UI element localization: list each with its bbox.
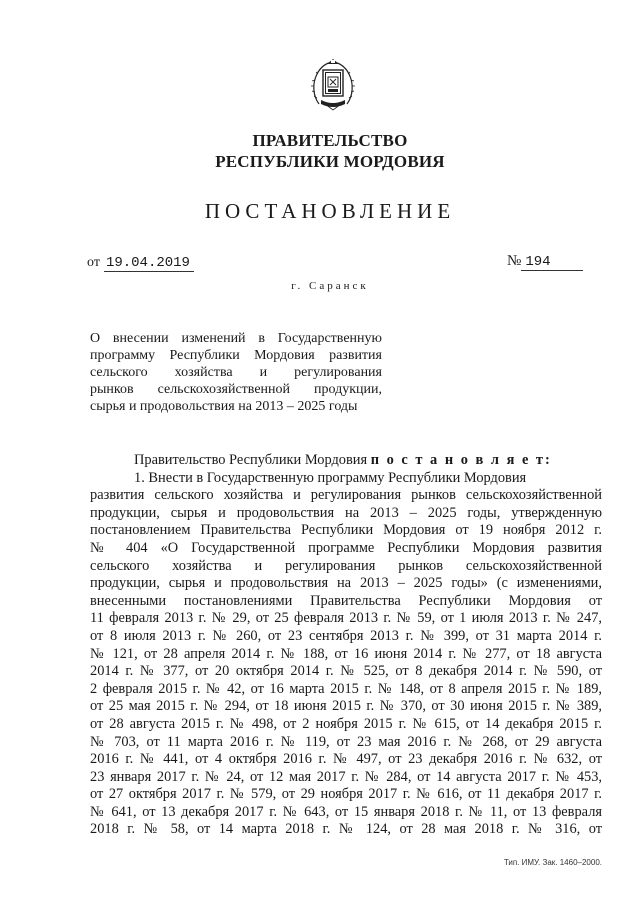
body-line: 2018 г. № 58, от 14 марта 2018 г. № 124, от 28 мая 2018 г. № 316, от — [90, 821, 602, 838]
document-body — [90, 452, 602, 839]
document-subject — [90, 330, 382, 415]
government-title-line-2: РЕСПУБЛИКИ МОРДОВИЯ — [215, 152, 445, 171]
number-value: 194 — [521, 254, 583, 271]
body-line: № 404 «О Государственной программе Республики Мордовия развития — [90, 539, 602, 556]
body-line: сельского хозяйства и регулирования рынков сельскохозяйственной — [90, 557, 602, 574]
body-line: развития сельского хозяйства и регулирования рынков сельскохозяйственной — [90, 487, 602, 504]
subject-line: рынков сельскохозяйственной продукции, — [90, 382, 382, 397]
government-title-line-1: ПРАВИТЕЛЬСТВО — [252, 131, 408, 150]
body-line: 23 января 2017 г. № 24, от 12 мая 2017 г. № 284, от 14 августа 2017 г. № 453, — [90, 768, 602, 785]
document-number — [507, 253, 583, 271]
body-line: 2 февраля 2015 г. № 42, от 16 марта 2015 г. № 148, от 8 апреля 2015 г. № 189, — [90, 680, 602, 697]
date-label: от — [87, 255, 100, 270]
date-value: 19.04.2019 — [104, 255, 194, 272]
body-intro-text: Правительство Республики Мордовия — [134, 452, 371, 468]
body-line: 1. Внести в Государственную программу Республики Мордовия — [134, 469, 527, 486]
body-intro — [90, 452, 602, 470]
body-line: 2014 г. № 377, от 20 октября 2014 г. № 525, от 8 декабря 2014 г. № 590, от — [90, 663, 602, 680]
body-line: 11 февраля 2013 г. № 29, от 25 февраля 2013 г. № 59, от 1 июля 2013 г. № 247, — [90, 610, 602, 627]
body-intro-keyword: п о с т а н о в л я е т: — [370, 452, 552, 468]
body-line: от 25 мая 2015 г. № 294, от 18 июня 2015 г. № 370, от 30 июня 2015 г. № 389, — [90, 698, 602, 715]
body-line: продукции, сырья и продовольствия на 2013 – 2025 годы, утвержденную — [90, 504, 602, 521]
body-line: постановлением Правительства Республики Мордовия от 19 ноября 2012 г. — [90, 522, 602, 539]
print-mark: Тип. ИМУ. Зак. 1460–2000. — [503, 858, 602, 867]
body-line: от 27 октября 2017 г. № 579, от 29 ноября 2017 г. № 616, от 11 декабря 2017 г. — [90, 786, 602, 803]
body-line: 2016 г. № 441, от 4 октября 2016 г. № 497, от 23 декабря 2016 г. № 632, от — [90, 751, 602, 768]
number-label: № — [507, 253, 522, 269]
subject-line: О внесении изменений в Государственную — [90, 331, 382, 346]
body-line: № 703, от 11 марта 2016 г. № 119, от 23 мая 2016 г. № 268, от 29 августа — [90, 733, 602, 750]
document-city: г. Саранск — [291, 280, 369, 292]
body-line: от 8 июля 2013 г. № 260, от 23 сентября 2013 г. № 399, от 31 марта 2014 г. — [90, 627, 602, 644]
document-date — [87, 255, 194, 272]
body-line: от 28 августа 2015 г. № 498, от 2 ноября 2015 г. № 615, от 14 декабря 2015 г. — [90, 715, 602, 732]
subject-line: программу Республики Мордовия развития — [90, 348, 382, 363]
subject-line: сырья и продовольствия на 2013 – 2025 годы — [90, 399, 358, 414]
document-type: ПОСТАНОВЛЕНИЕ — [204, 199, 456, 223]
coat-of-arms-icon — [311, 58, 355, 112]
body-line: внесенными постановлениями Правительства Республики Мордовия от — [90, 592, 602, 609]
subject-line: сельского хозяйства и регулирования — [90, 365, 382, 380]
body-line: № 121, от 28 апреля 2014 г. № 188, от 16 июня 2014 г. № 277, от 18 августа — [90, 645, 602, 662]
body-line: № 641, от 13 декабря 2017 г. № 643, от 15 января 2018 г. № 11, от 13 февраля — [90, 803, 602, 820]
government-title — [150, 130, 510, 172]
body-line: продукции, сырья и продовольствия на 2013 – 2025 годы» (с изменениями, — [90, 575, 602, 592]
